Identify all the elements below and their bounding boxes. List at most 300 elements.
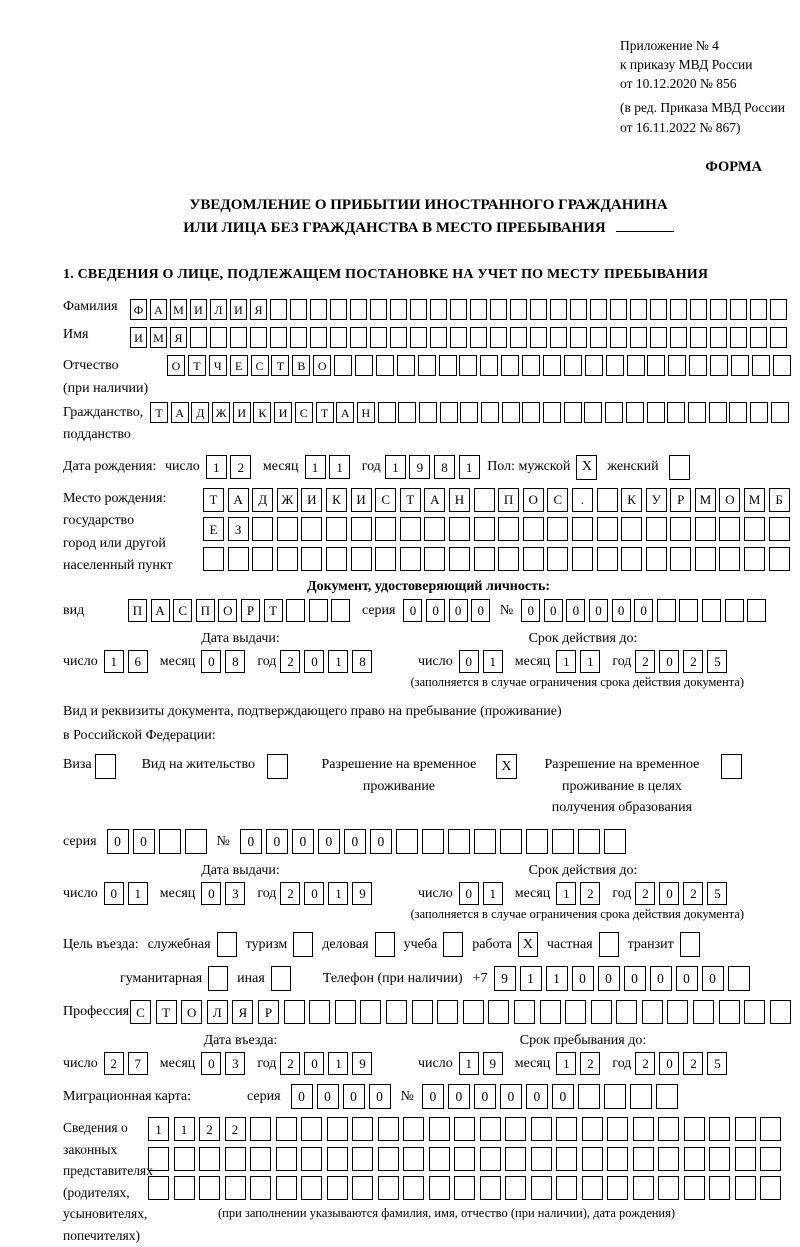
char-box[interactable] (647, 355, 665, 376)
char-box[interactable]: 1 (385, 455, 406, 479)
char-box[interactable] (604, 829, 626, 854)
char-box[interactable] (552, 829, 574, 854)
char-box[interactable] (290, 327, 307, 348)
char-box[interactable] (228, 547, 249, 571)
char-box[interactable] (440, 402, 458, 423)
char-box[interactable]: Ж (277, 488, 298, 512)
char-box[interactable] (633, 1147, 654, 1171)
char-box[interactable] (252, 547, 273, 571)
char-box[interactable]: 9 (409, 455, 430, 479)
char-box[interactable]: 0 (521, 599, 540, 622)
purpose-private-checkbox[interactable] (599, 932, 619, 957)
char-box[interactable]: О (167, 355, 185, 376)
char-box[interactable] (429, 1147, 450, 1171)
char-box[interactable]: 0 (292, 829, 314, 854)
char-box[interactable]: 7 (128, 1052, 148, 1075)
char-box[interactable] (310, 299, 327, 320)
char-box[interactable]: 1 (328, 882, 348, 905)
char-box[interactable]: Н (449, 488, 470, 512)
purpose-study-checkbox[interactable] (443, 932, 463, 957)
char-box[interactable] (174, 1147, 195, 1171)
char-box[interactable] (582, 1147, 603, 1171)
char-box[interactable] (470, 327, 487, 348)
char-box[interactable]: 0 (459, 882, 479, 905)
char-box[interactable] (684, 1117, 705, 1141)
char-box[interactable]: 0 (104, 882, 124, 905)
char-box[interactable] (693, 1000, 714, 1024)
char-box[interactable] (270, 299, 287, 320)
char-box[interactable]: 3 (225, 882, 245, 905)
char-box[interactable]: 0 (659, 1052, 679, 1075)
char-box[interactable] (185, 829, 207, 854)
char-box[interactable]: Е (203, 517, 224, 541)
char-box[interactable] (252, 517, 273, 541)
char-box[interactable] (375, 517, 396, 541)
char-box[interactable] (650, 299, 667, 320)
char-box[interactable]: 1 (580, 650, 600, 673)
char-box[interactable]: 1 (556, 650, 576, 673)
char-box[interactable] (277, 517, 298, 541)
char-box[interactable] (309, 1000, 330, 1024)
char-box[interactable]: 0 (659, 882, 679, 905)
char-box[interactable]: Я (250, 299, 267, 320)
char-box[interactable] (424, 517, 445, 541)
char-box[interactable]: П (498, 488, 519, 512)
char-box[interactable]: 2 (225, 1117, 246, 1141)
char-box[interactable] (543, 402, 561, 423)
char-box[interactable] (330, 327, 347, 348)
char-box[interactable] (439, 355, 457, 376)
char-box[interactable] (658, 1147, 679, 1171)
char-box[interactable]: К (326, 488, 347, 512)
char-box[interactable] (695, 547, 716, 571)
char-box[interactable] (709, 1117, 730, 1141)
char-box[interactable]: Л (207, 1000, 228, 1024)
char-box[interactable] (397, 355, 415, 376)
char-box[interactable] (419, 402, 437, 423)
char-box[interactable]: 0 (634, 599, 653, 622)
char-box[interactable] (752, 355, 770, 376)
char-box[interactable] (301, 517, 322, 541)
char-box[interactable] (750, 402, 768, 423)
char-box[interactable] (309, 599, 328, 622)
char-box[interactable]: Ч (209, 355, 227, 376)
char-box[interactable] (658, 1117, 679, 1141)
char-box[interactable]: Т (156, 1000, 177, 1024)
char-box[interactable] (301, 1117, 322, 1141)
char-box[interactable]: 2 (635, 1052, 655, 1075)
char-box[interactable]: А (228, 488, 249, 512)
option-visa-checkbox[interactable] (95, 754, 116, 779)
char-box[interactable]: 2 (635, 650, 655, 673)
char-box[interactable]: 0 (344, 829, 366, 854)
char-box[interactable]: 0 (572, 966, 594, 991)
char-box[interactable]: 0 (422, 1084, 444, 1109)
char-box[interactable]: 1 (305, 455, 326, 479)
char-box[interactable] (412, 1000, 433, 1024)
char-box[interactable]: 2 (199, 1117, 220, 1141)
char-box[interactable]: 1 (328, 650, 348, 673)
char-box[interactable] (570, 299, 587, 320)
purpose-business-checkbox[interactable] (375, 932, 395, 957)
char-box[interactable]: Д (252, 488, 273, 512)
char-box[interactable]: 0 (369, 1084, 391, 1109)
char-box[interactable] (744, 547, 765, 571)
char-box[interactable] (505, 1176, 526, 1200)
char-box[interactable] (769, 517, 790, 541)
char-box[interactable] (731, 355, 749, 376)
char-box[interactable]: И (301, 488, 322, 512)
char-box[interactable] (331, 599, 350, 622)
char-box[interactable] (429, 1117, 450, 1141)
char-box[interactable]: 0 (107, 829, 129, 854)
char-box[interactable] (396, 829, 418, 854)
char-box[interactable]: Т (400, 488, 421, 512)
char-box[interactable] (352, 1176, 373, 1200)
char-box[interactable] (430, 327, 447, 348)
char-box[interactable]: М (170, 299, 187, 320)
char-box[interactable] (250, 327, 267, 348)
char-box[interactable]: 1 (483, 650, 503, 673)
char-box[interactable] (550, 299, 567, 320)
char-box[interactable] (728, 966, 750, 991)
char-box[interactable]: И (130, 327, 147, 348)
char-box[interactable] (174, 1176, 195, 1200)
char-box[interactable] (556, 1117, 577, 1141)
char-box[interactable]: О (523, 488, 544, 512)
char-box[interactable]: 0 (650, 966, 672, 991)
char-box[interactable] (386, 1000, 407, 1024)
char-box[interactable] (621, 547, 642, 571)
char-box[interactable] (750, 327, 767, 348)
char-box[interactable]: 3 (225, 1052, 245, 1075)
char-box[interactable] (290, 299, 307, 320)
char-box[interactable]: 0 (676, 966, 698, 991)
char-box[interactable]: М (150, 327, 167, 348)
char-box[interactable]: 0 (598, 966, 620, 991)
purpose-transit-checkbox[interactable] (680, 932, 700, 957)
char-box[interactable] (710, 327, 727, 348)
char-box[interactable] (770, 1000, 791, 1024)
char-box[interactable] (463, 1000, 484, 1024)
char-box[interactable] (578, 829, 600, 854)
char-box[interactable] (474, 517, 495, 541)
char-box[interactable]: 2 (635, 882, 655, 905)
char-box[interactable] (719, 1000, 740, 1024)
char-box[interactable]: 0 (474, 1084, 496, 1109)
char-box[interactable]: Л (210, 299, 227, 320)
char-box[interactable] (570, 327, 587, 348)
char-box[interactable]: Т (316, 402, 334, 423)
char-box[interactable] (378, 1117, 399, 1141)
char-box[interactable] (500, 829, 522, 854)
option-residence-permit-checkbox[interactable] (267, 754, 288, 779)
char-box[interactable] (670, 547, 691, 571)
char-box[interactable] (760, 1176, 781, 1200)
char-box[interactable] (670, 327, 687, 348)
char-box[interactable] (689, 355, 707, 376)
char-box[interactable]: К (621, 488, 642, 512)
char-box[interactable] (522, 355, 540, 376)
char-box[interactable] (422, 829, 444, 854)
char-box[interactable] (630, 327, 647, 348)
char-box[interactable] (498, 517, 519, 541)
char-box[interactable]: Ж (212, 402, 230, 423)
char-box[interactable] (550, 327, 567, 348)
char-box[interactable] (378, 402, 396, 423)
char-box[interactable] (709, 1176, 730, 1200)
char-box[interactable] (276, 1147, 297, 1171)
char-box[interactable] (360, 1000, 381, 1024)
char-box[interactable]: 1 (459, 455, 480, 479)
char-box[interactable]: П (128, 599, 147, 622)
char-box[interactable]: О (313, 355, 331, 376)
char-box[interactable] (225, 1147, 246, 1171)
char-box[interactable] (526, 829, 548, 854)
char-box[interactable] (633, 1176, 654, 1200)
char-box[interactable] (646, 547, 667, 571)
char-box[interactable] (437, 1000, 458, 1024)
char-box[interactable] (375, 547, 396, 571)
char-box[interactable] (474, 547, 495, 571)
char-box[interactable] (390, 327, 407, 348)
char-box[interactable]: 0 (624, 966, 646, 991)
char-box[interactable] (390, 299, 407, 320)
char-box[interactable] (597, 488, 618, 512)
char-box[interactable] (690, 327, 707, 348)
char-box[interactable] (284, 1000, 305, 1024)
char-box[interactable] (656, 1084, 678, 1109)
char-box[interactable] (730, 299, 747, 320)
char-box[interactable]: Б (769, 488, 790, 512)
char-box[interactable]: 5 (707, 1052, 727, 1075)
char-box[interactable]: 2 (104, 1052, 124, 1075)
char-box[interactable] (591, 1000, 612, 1024)
char-box[interactable] (750, 299, 767, 320)
purpose-other-checkbox[interactable] (271, 966, 291, 991)
char-box[interactable] (352, 1147, 373, 1171)
char-box[interactable]: 1 (556, 1052, 576, 1075)
char-box[interactable] (335, 1000, 356, 1024)
char-box[interactable]: Р (241, 599, 260, 622)
char-box[interactable]: О (719, 488, 740, 512)
char-box[interactable]: Я (232, 1000, 253, 1024)
char-box[interactable] (725, 599, 744, 622)
char-box[interactable] (350, 327, 367, 348)
char-box[interactable] (350, 299, 367, 320)
char-box[interactable]: Е (230, 355, 248, 376)
sex-female-checkbox[interactable] (669, 455, 690, 480)
char-box[interactable]: 9 (494, 966, 516, 991)
char-box[interactable] (667, 402, 685, 423)
char-box[interactable] (747, 599, 766, 622)
char-box[interactable]: Т (203, 488, 224, 512)
char-box[interactable] (744, 517, 765, 541)
char-box[interactable] (564, 355, 582, 376)
char-box[interactable]: Ф (130, 299, 147, 320)
char-box[interactable]: 1 (174, 1117, 195, 1141)
char-box[interactable] (505, 1147, 526, 1171)
char-box[interactable] (626, 402, 644, 423)
char-box[interactable] (702, 599, 721, 622)
char-box[interactable] (203, 547, 224, 571)
char-box[interactable] (270, 327, 287, 348)
char-box[interactable]: 0 (304, 650, 324, 673)
char-box[interactable] (429, 1176, 450, 1200)
char-box[interactable]: К (253, 402, 271, 423)
char-box[interactable] (590, 327, 607, 348)
char-box[interactable] (210, 327, 227, 348)
char-box[interactable]: 0 (343, 1084, 365, 1109)
char-box[interactable]: Д (191, 402, 209, 423)
char-box[interactable]: 1 (546, 966, 568, 991)
sex-male-checkbox[interactable]: X (576, 455, 597, 480)
char-box[interactable] (250, 1147, 271, 1171)
char-box[interactable] (531, 1117, 552, 1141)
char-box[interactable] (424, 547, 445, 571)
char-box[interactable]: 2 (280, 650, 300, 673)
char-box[interactable]: 0 (448, 1084, 470, 1109)
char-box[interactable] (378, 1147, 399, 1171)
char-box[interactable] (352, 1117, 373, 1141)
char-box[interactable] (327, 1117, 348, 1141)
char-box[interactable] (498, 547, 519, 571)
char-box[interactable] (610, 327, 627, 348)
char-box[interactable]: П (196, 599, 215, 622)
char-box[interactable] (543, 355, 561, 376)
char-box[interactable]: . (572, 488, 593, 512)
char-box[interactable] (630, 299, 647, 320)
char-box[interactable]: С (295, 402, 313, 423)
char-box[interactable]: А (151, 599, 170, 622)
char-box[interactable] (403, 1176, 424, 1200)
char-box[interactable]: 0 (459, 650, 479, 673)
char-box[interactable] (770, 299, 787, 320)
purpose-official-checkbox[interactable] (217, 932, 237, 957)
char-box[interactable] (607, 1176, 628, 1200)
char-box[interactable]: 0 (526, 1084, 548, 1109)
char-box[interactable]: 0 (291, 1084, 313, 1109)
char-box[interactable] (326, 517, 347, 541)
char-box[interactable] (454, 1147, 475, 1171)
char-box[interactable]: 0 (566, 599, 585, 622)
char-box[interactable] (474, 488, 495, 512)
char-box[interactable] (606, 355, 624, 376)
char-box[interactable]: 1 (128, 882, 148, 905)
char-box[interactable]: С (130, 1000, 151, 1024)
char-box[interactable] (630, 1084, 652, 1109)
char-box[interactable] (250, 1176, 271, 1200)
char-box[interactable] (642, 1000, 663, 1024)
char-box[interactable] (769, 547, 790, 571)
char-box[interactable]: Т (271, 355, 289, 376)
char-box[interactable]: 1 (148, 1117, 169, 1141)
char-box[interactable] (668, 355, 686, 376)
char-box[interactable] (531, 1147, 552, 1171)
char-box[interactable] (760, 1147, 781, 1171)
char-box[interactable] (540, 1000, 561, 1024)
char-box[interactable]: 0 (612, 599, 631, 622)
char-box[interactable] (646, 517, 667, 541)
char-box[interactable]: 2 (280, 1052, 300, 1075)
char-box[interactable] (735, 1117, 756, 1141)
char-box[interactable]: 2 (580, 882, 600, 905)
char-box[interactable]: 6 (128, 650, 148, 673)
char-box[interactable]: 1 (459, 1052, 479, 1075)
char-box[interactable]: И (230, 299, 247, 320)
char-box[interactable] (230, 327, 247, 348)
char-box[interactable]: 0 (544, 599, 563, 622)
char-box[interactable] (481, 402, 499, 423)
char-box[interactable] (310, 327, 327, 348)
char-box[interactable] (633, 1117, 654, 1141)
char-box[interactable]: Р (670, 488, 691, 512)
char-box[interactable] (403, 1117, 424, 1141)
char-box[interactable]: И (190, 299, 207, 320)
char-box[interactable]: 1 (206, 455, 227, 479)
char-box[interactable] (610, 299, 627, 320)
char-box[interactable]: 2 (230, 455, 251, 479)
char-box[interactable] (355, 355, 373, 376)
char-box[interactable] (650, 327, 667, 348)
char-box[interactable] (709, 402, 727, 423)
char-box[interactable] (710, 355, 728, 376)
char-box[interactable] (773, 355, 791, 376)
char-box[interactable] (658, 1176, 679, 1200)
char-box[interactable]: 0 (449, 599, 468, 622)
char-box[interactable] (501, 355, 519, 376)
char-box[interactable]: А (171, 402, 189, 423)
char-box[interactable] (770, 327, 787, 348)
char-box[interactable]: 9 (352, 1052, 372, 1075)
purpose-tourism-checkbox[interactable] (293, 932, 313, 957)
char-box[interactable] (490, 299, 507, 320)
char-box[interactable] (578, 1084, 600, 1109)
char-box[interactable] (454, 1176, 475, 1200)
char-box[interactable] (301, 1176, 322, 1200)
char-box[interactable]: И (274, 402, 292, 423)
char-box[interactable] (459, 355, 477, 376)
char-box[interactable]: Т (264, 599, 283, 622)
char-box[interactable]: С (251, 355, 269, 376)
char-box[interactable]: 1 (328, 1052, 348, 1075)
char-box[interactable] (327, 1176, 348, 1200)
char-box[interactable]: 0 (201, 882, 221, 905)
char-box[interactable] (735, 1147, 756, 1171)
char-box[interactable] (647, 402, 665, 423)
char-box[interactable] (627, 355, 645, 376)
char-box[interactable] (695, 517, 716, 541)
char-box[interactable]: 5 (707, 882, 727, 905)
char-box[interactable] (572, 547, 593, 571)
char-box[interactable] (556, 1147, 577, 1171)
char-box[interactable] (670, 299, 687, 320)
char-box[interactable] (597, 547, 618, 571)
char-box[interactable]: М (744, 488, 765, 512)
char-box[interactable]: Т (150, 402, 168, 423)
char-box[interactable] (301, 547, 322, 571)
char-box[interactable]: 2 (280, 882, 300, 905)
char-box[interactable]: 9 (352, 882, 372, 905)
char-box[interactable] (719, 547, 740, 571)
char-box[interactable] (450, 299, 467, 320)
char-box[interactable] (585, 355, 603, 376)
char-box[interactable] (607, 1117, 628, 1141)
char-box[interactable]: 2 (683, 650, 703, 673)
char-box[interactable]: 0 (201, 650, 221, 673)
char-box[interactable] (190, 327, 207, 348)
char-box[interactable] (505, 1117, 526, 1141)
